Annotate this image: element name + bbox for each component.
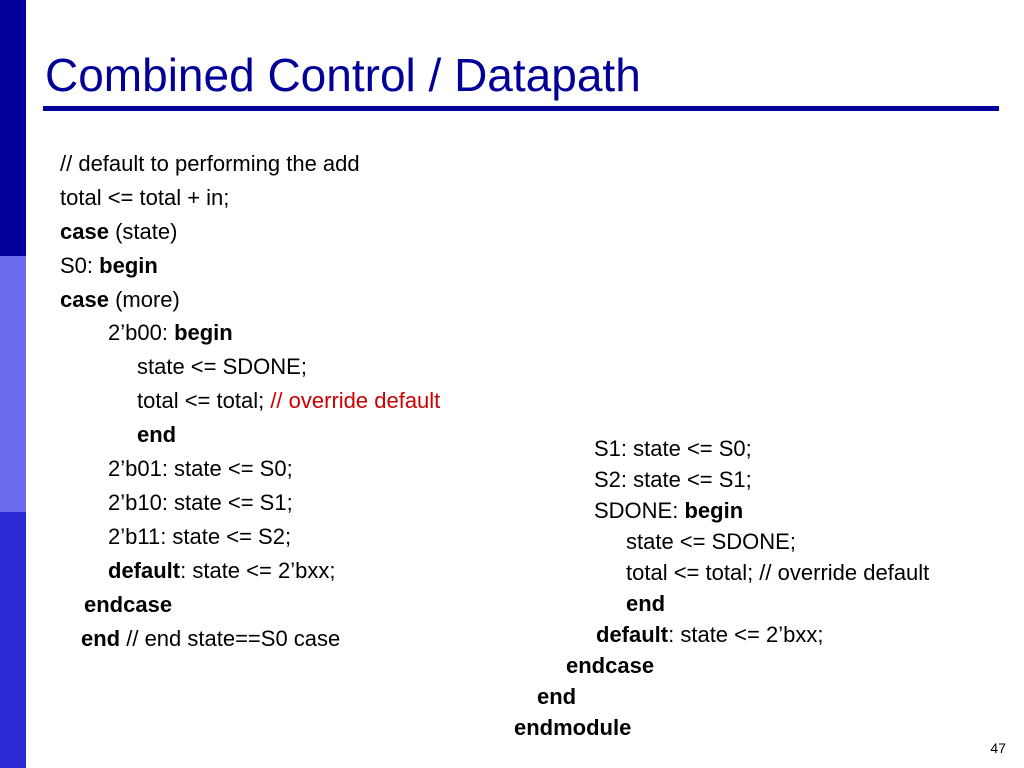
keyword: begin	[99, 253, 158, 278]
code-line-b01: 2’b01: state <= S0;	[108, 456, 293, 481]
override-comment: // override default	[270, 388, 441, 413]
code-line-sdone-begin	[594, 498, 743, 524]
code-text: (state)	[108, 219, 178, 244]
code-text: SDONE:	[594, 498, 685, 523]
sidebar-segment-middle	[0, 256, 26, 512]
code-line-end	[137, 422, 176, 448]
code-line-default-comment: // default to performing the add	[60, 151, 360, 176]
code-text: : state <= 2’bxx;	[668, 622, 824, 647]
code-line-case-state	[60, 219, 177, 245]
code-line-endcase	[84, 592, 172, 618]
keyword: default	[108, 558, 181, 583]
code-line-end-right	[626, 591, 665, 617]
code-line-state-sdone: state <= SDONE;	[137, 354, 307, 379]
code-text: // end state==S0 case	[120, 626, 341, 651]
sidebar-segment-top	[0, 0, 26, 256]
keyword: end	[81, 626, 121, 651]
code-line-default	[108, 558, 335, 584]
keyword: endcase	[84, 592, 173, 617]
code-text: (more)	[108, 287, 180, 312]
code-line-b10: 2’b10: state <= S1;	[108, 490, 293, 515]
code-line-b00-begin	[108, 320, 233, 346]
code-line-total-override	[137, 388, 440, 414]
keyword: case	[60, 219, 109, 244]
code-line-state-sdone-right: state <= SDONE;	[626, 529, 796, 554]
code-text: 2’b00:	[108, 320, 175, 345]
code-line-s1: S1: state <= S0;	[594, 436, 752, 461]
code-line-case-more	[60, 287, 180, 313]
code-line-total-add: total <= total + in;	[60, 185, 230, 210]
code-line-s2: S2: state <= S1;	[594, 467, 752, 492]
code-line-end-final	[537, 684, 576, 710]
code-text: total <= total;	[137, 388, 271, 413]
code-text: S0:	[60, 253, 100, 278]
keyword: end	[137, 422, 177, 447]
code-line-endcase-right	[566, 653, 654, 679]
code-line-endmodule	[514, 715, 631, 741]
code-text: : state <= 2’bxx;	[180, 558, 336, 583]
keyword: default	[596, 622, 669, 647]
code-line-end-s0	[81, 626, 340, 652]
code-line-default-right	[596, 622, 823, 648]
code-line-s0-begin	[60, 253, 158, 279]
page-number: 47	[990, 740, 1006, 756]
title-underline	[43, 106, 999, 111]
keyword: endcase	[566, 653, 655, 678]
code-line-b11: 2’b11: state <= S2;	[108, 524, 292, 549]
keyword: case	[60, 287, 109, 312]
slide-title: Combined Control / Datapath	[45, 49, 641, 101]
sidebar-segment-bottom	[0, 512, 26, 768]
keyword: end	[626, 591, 666, 616]
code-line-total-override-right: total <= total; // override default	[626, 560, 930, 585]
keyword: end	[537, 684, 577, 709]
sidebar-accent	[0, 0, 26, 768]
keyword: begin	[684, 498, 744, 523]
keyword: endmodule	[514, 715, 632, 740]
keyword: begin	[174, 320, 233, 345]
